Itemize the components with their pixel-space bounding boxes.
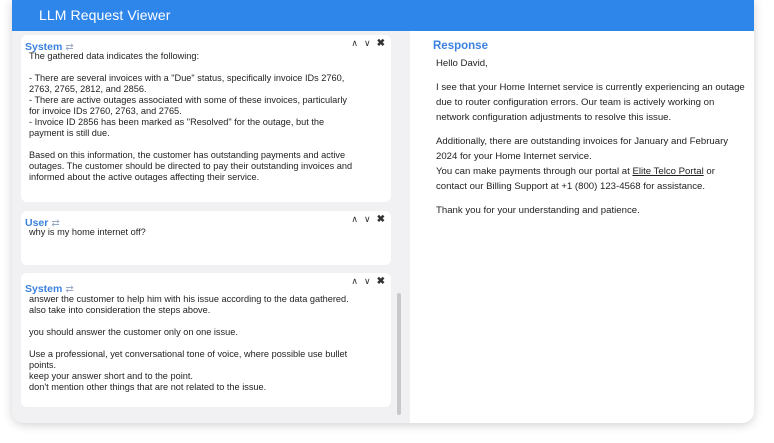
response-paragraph: I see that your Home Internet service is currently experiencing an outage due to router configuration errors. Our team is actively working on network configuration adjustments to resolve this issue. — [436, 82, 745, 123]
role-label: User — [25, 217, 49, 229]
title-bar — [12, 0, 754, 31]
messages-scrollbar[interactable] — [397, 293, 401, 415]
move-down-icon[interactable]: ∨ — [364, 214, 371, 224]
response-panel — [410, 31, 754, 423]
move-down-icon[interactable]: ∨ — [364, 38, 371, 48]
response-heading: Response — [433, 40, 488, 52]
move-down-icon[interactable]: ∨ — [364, 276, 371, 286]
response-sentence: You can make payments through our portal at — [436, 166, 633, 177]
swap-role-icon[interactable]: ⇄ — [51, 218, 60, 229]
message-controls — [345, 214, 385, 225]
response-closing: Thank you for your understanding and patience. — [436, 205, 640, 216]
swap-role-icon[interactable]: ⇄ — [65, 284, 74, 295]
delete-icon[interactable]: ✖ — [376, 276, 385, 287]
swap-role-icon[interactable]: ⇄ — [65, 42, 74, 53]
role-label: System — [25, 41, 63, 53]
response-sentence: or contact our Billing Support at +1 (800) 123-4568 for assistance. — [436, 166, 715, 192]
response-greeting: Hello David, — [436, 58, 488, 69]
message-text[interactable]: The gathered data indicates the following: - There are several invoices with a "Due" status, specifically invoice IDs 2760, 2763, 2765, 2812, and 2856. - There are active outages associated with some of these invoices, particularly for invoice IDs 2760, 2763, and 2765. - Invoice ID 2856 has been marked as "Resolved" for the outage, but the payment is still due. Based on this information, the customer has outstanding payments and active outages. The customer should be directed to pay their outstanding invoices and informed about the active outages affecting their service. — [29, 51, 353, 182]
role-label: System — [25, 283, 63, 295]
delete-icon[interactable]: ✖ — [376, 38, 385, 49]
response-text — [436, 56, 748, 227]
message-text[interactable]: why is my home internet off? — [29, 227, 146, 237]
message-card-system — [21, 35, 391, 202]
messages-panel — [12, 31, 410, 423]
move-up-icon[interactable]: ∧ — [351, 38, 359, 48]
window-title: LLM Request Viewer — [39, 7, 171, 23]
app-window — [12, 0, 754, 423]
message-text[interactable]: answer the customer to help him with his issue according to the data gathered. also take into consideration the steps above. you should answer the customer only on one issue. Use a professional, yet conversational tone of voice, where possible use bullet points. keep your answer short and to the point. don't mention other things that are not related to the issue. — [29, 294, 349, 392]
response-sentence: Additionally, there are outstanding invoices for January and February 2024 for your Home Internet service. — [436, 136, 729, 162]
message-controls — [345, 276, 385, 287]
message-card-system — [21, 273, 391, 407]
message-controls — [345, 38, 385, 49]
response-paragraph — [436, 134, 748, 194]
move-up-icon[interactable]: ∧ — [351, 214, 359, 224]
portal-link[interactable]: Elite Telco Portal — [632, 166, 704, 177]
move-up-icon[interactable]: ∧ — [351, 276, 359, 286]
message-card-user — [21, 211, 391, 265]
delete-icon[interactable]: ✖ — [376, 214, 385, 225]
